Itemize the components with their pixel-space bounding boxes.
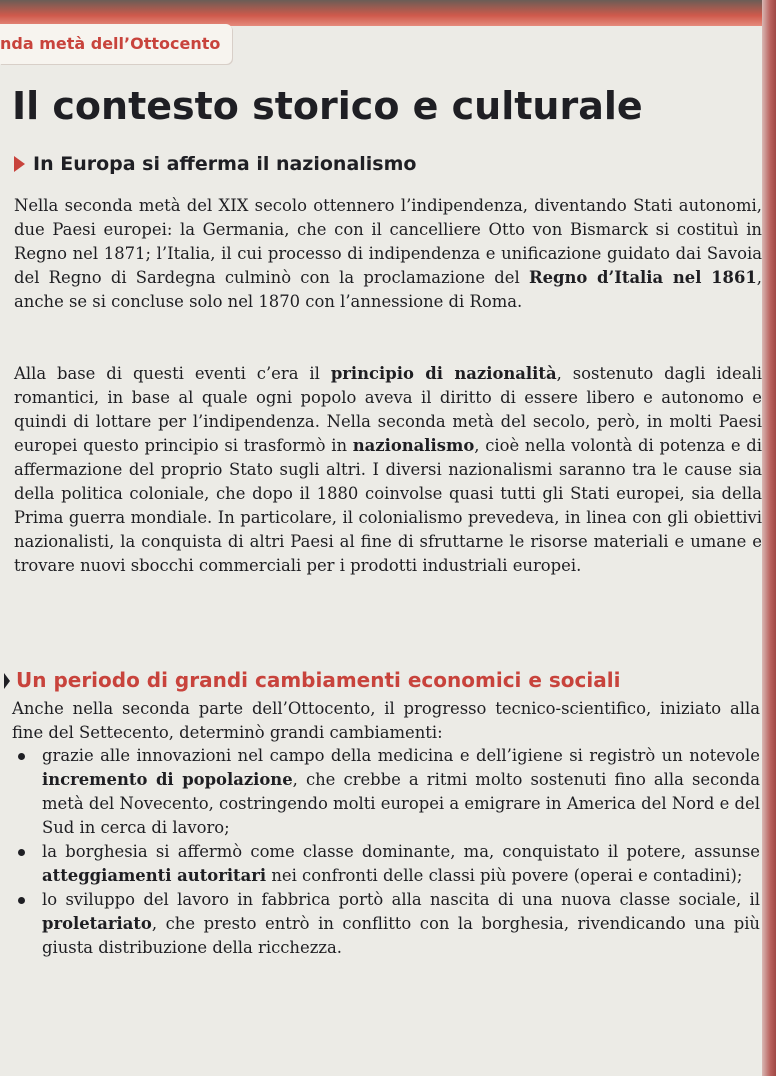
arrow-marker-icon — [14, 156, 25, 172]
text-run: , che crebbe a ritmi molto sostenuti fino alla seconda metà del Novecento, costringendo molti europei a emigrare in America del Nord e del Sud in cerca di lavoro; — [42, 770, 760, 837]
bold-term: atteggiamenti autoritari — [42, 866, 267, 885]
list-item — [12, 840, 760, 888]
text-run: Nella seconda metà del XIX secolo ottennero l’indipendenza, diventando Stati autonomi, due Paesi europei: la Germania, che con il cancelliere Otto von Bismarck si costituì in Regno nel 1871; l’Italia, il cui processo di indipendenza e unificazione guidato dai Savoia del Regno di Sardegna culminò con la proclamazione del — [14, 196, 762, 287]
bold-term: incremento di popolazione — [42, 770, 293, 789]
bold-term: Regno d’Italia nel 1861 — [528, 268, 757, 287]
page-edge — [762, 0, 776, 1076]
text-run: , cioè nella volontà di potenza e di affermazione del proprio Stato sugli altri. I diversi nazionalismi saranno tra le cause sia della politica coloniale, che dopo il 1880 coinvolse quasi tutti gli Stati europei, sia della Prima guerra mondiale. In particolare, il colonialismo prevedeva, in linea con gli obiettivi nazionalisti, la conquista di altri Paesi al fine di sfruttarne le risorse materiali e umane e trovare nuovi sbocchi commerciali per i prodotti industriali europei. — [14, 436, 762, 575]
bullet-dot-icon — [18, 897, 25, 904]
paragraph-nationalism — [14, 362, 762, 578]
list-item — [12, 888, 760, 960]
changes-list — [12, 744, 760, 960]
section-heading-changes — [4, 668, 620, 692]
list-item — [12, 744, 760, 840]
text-run: , anche se si concluse solo nel 1870 con l’annessione di Roma. — [14, 268, 762, 311]
text-run: lo sviluppo del lavoro in fabbrica portò alla nascita di una nuova classe sociale, il — [42, 890, 760, 909]
text-run: , sostenuto dagli ideali romantici, in base al quale ogni popolo aveva il diritto di essere libero e autonomo e quindi di lottare per l’indipendenza. Nella seconda metà del secolo, però, in molti Paesi europei questo principio si trasformò in — [14, 364, 762, 455]
bold-term: nazionalismo — [352, 436, 475, 455]
text-run: la borghesia si affermò come classe dominante, ma, conquistato il potere, assunse — [42, 842, 760, 861]
section-heading-text: In Europa si afferma il nazionalismo — [33, 153, 417, 175]
bold-term: proletariato — [42, 914, 152, 933]
text-run: , che presto entrò in conflitto con la borghesia, rivendicando una più giusta distribuzione della ricchezza. — [42, 914, 760, 957]
bullet-dot-icon — [18, 849, 25, 856]
text-run: grazie alle innovazioni nel campo della medicina e dell’igiene si registrò un notevole — [42, 746, 760, 765]
top-decorative-band — [0, 0, 776, 26]
paragraph-unification — [14, 194, 762, 314]
section-heading-text: Un periodo di grandi cambiamenti economici e sociali — [16, 668, 621, 692]
bold-term: principio di nazionalità — [330, 364, 557, 383]
section-heading-nationalism — [14, 153, 416, 175]
paragraph-intro: Anche nella seconda parte dell’Ottocento, il progresso tecnico-scientifico, iniziato alla fine del Settecento, determinò grandi cambiamenti: — [12, 699, 760, 742]
chapter-label: nda metà dell’Ottocento — [0, 34, 221, 53]
text-run: nei confronti delle classi più povere (operai e contadini); — [266, 866, 743, 885]
bar-marker-icon — [4, 673, 10, 689]
text-run: Alla base di questi eventi c’era il — [14, 364, 331, 383]
bullet-dot-icon — [18, 753, 25, 760]
page-title: Il contesto storico e culturale — [12, 84, 643, 128]
